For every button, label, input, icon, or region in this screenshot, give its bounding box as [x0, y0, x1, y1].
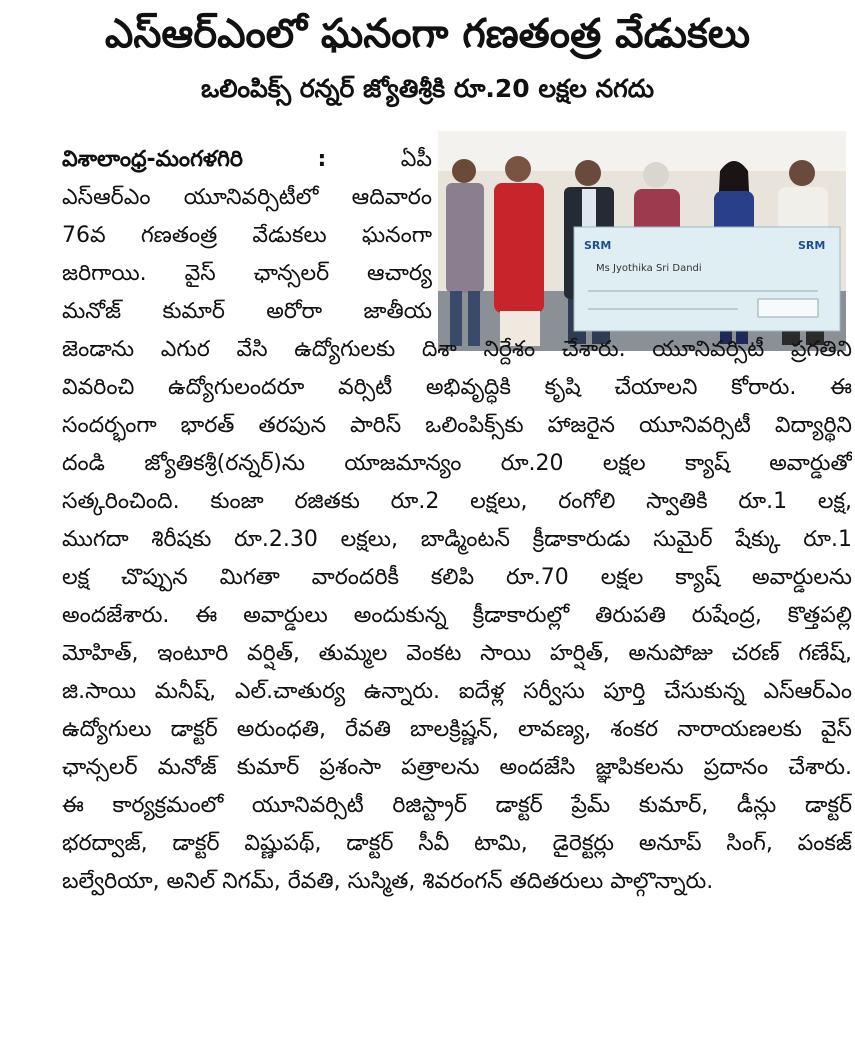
body-line: జి.సాయి మనీష్, ఎల్.చాతుర్య ఉన్నారు. ఐదేళ్ల సర్వీసు పూర్తి చేసుకున్న ఎస్ఆర్ఎం	[62, 679, 852, 704]
body-line: దండి జ్యోతికశ్రీ(రన్నర్)ను యాజమాన్యం రూ.20 లక్షల క్యాష్ అవార్డుతో	[62, 451, 852, 476]
cheque-logo-left: SRM	[584, 239, 612, 252]
body-line: మనోజ్ కుమార్ అరోరా జాతీయ	[62, 299, 432, 324]
body-line: సందర్భంగా భారత్ తరపున పారిస్ ఒలింపిక్స్‌కు హాజరైన యూనివర్సిటీ విద్యార్థిని	[62, 413, 852, 438]
body-line: ఎస్ఆర్ఎం యూనివర్సిటీలో ఆదివారం	[62, 185, 432, 210]
body-line: లక్ష చొప్పున మిగతా వారందరికీ కలిపి రూ.70 లక్షల క్యాష్ అవార్డులను	[62, 565, 852, 590]
body-line: అందజేశారు. ఈ అవార్డులు అందుకున్న క్రీడాకారుల్లో తిరుపతి రుషేంద్ర, కొత్తపల్లి	[62, 603, 852, 628]
body-line: ఏపీ	[400, 147, 432, 172]
headline: ఎస్ఆర్ఎంలో ఘనంగా గణతంత్ర వేడుకలు	[104, 11, 751, 57]
body-line: జరిగాయి. వైస్ ఛాన్సలర్ ఆచార్య	[62, 261, 432, 286]
dateline: విశాలాంధ్ర-మంగళగిరి	[62, 147, 243, 172]
body-line: భరద్వాజ్, డాక్టర్ విష్ణుపథ్, డాక్టర్ సీవీ టామి, డైరెక్టర్లు అనూప్ సింగ్, పంకజ్	[62, 831, 852, 856]
cheque-payee: Ms Jyothika Sri Dandi	[596, 263, 702, 274]
subheadline: ఒలింపిక్స్ రన్నర్ జ్యోతిశ్రీకి రూ.20 లక్షల నగదు	[200, 74, 655, 103]
body-line: ముగదా శిరీషకు రూ.2.30 లక్షలు, బాడ్మింటన్ క్రీడాకారుడు సుమైర్ షేక్కు రూ.1	[62, 527, 852, 552]
body-line: ఛాన్సలర్ మనోజ్ కుమార్ ప్రశంసా పత్రాలను అందజేసి జ్ఞాపికలను ప్రదానం చేశారు.	[62, 755, 852, 780]
body-line: ఉద్యోగులు డాక్టర్ అరుంధతి, రేవతి బాలక్రిష్ణన్, లావణ్య, శంకర నారాయణలకు వైస్	[62, 717, 852, 742]
body-line: 76వ గణతంత్ర వేడుకలు ఘనంగా	[62, 223, 432, 248]
body-line: సత్కరించింది. కుంజా రజితకు రూ.2 లక్షలు, రంగోలి స్వాతికి రూ.1 లక్ష,	[62, 489, 852, 514]
body-line: బల్వేరియా, అనిల్ నిగమ్, రేవతి, సుస్మిత, శివరంగన్ తదితరులు పాల్గొన్నారు.	[62, 869, 714, 894]
body-line: వివరించి ఉద్యోగులందరూ వర్సిటీ అభివృద్ధికి కృషి చేయాలని కోరారు. ఈ	[62, 375, 852, 400]
news-photo	[438, 131, 846, 351]
cheque	[574, 227, 840, 331]
body-line: మోహిత్, ఇంటూరి వర్షిత్, తుమ్మల వెంకట సాయి హర్షిత్, అనుపోజు చరణ్ గణేష్,	[62, 641, 852, 666]
cheque-logo-right: SRM	[798, 239, 826, 252]
body-line: జెండాను ఎగుర వేసి ఉద్యోగులకు దిశా నిర్దేశం చేశారు. యూనివర్సిటీ ప్రగతిని	[62, 337, 852, 362]
body-line: ఈ కార్యక్రమంలో యూనివర్సిటీ రిజిస్ట్రార్ డాక్టర్ ప్రేమ్ కుమార్, డీన్లు డాక్టర్	[62, 793, 852, 818]
dateline-separator: :	[317, 147, 327, 172]
